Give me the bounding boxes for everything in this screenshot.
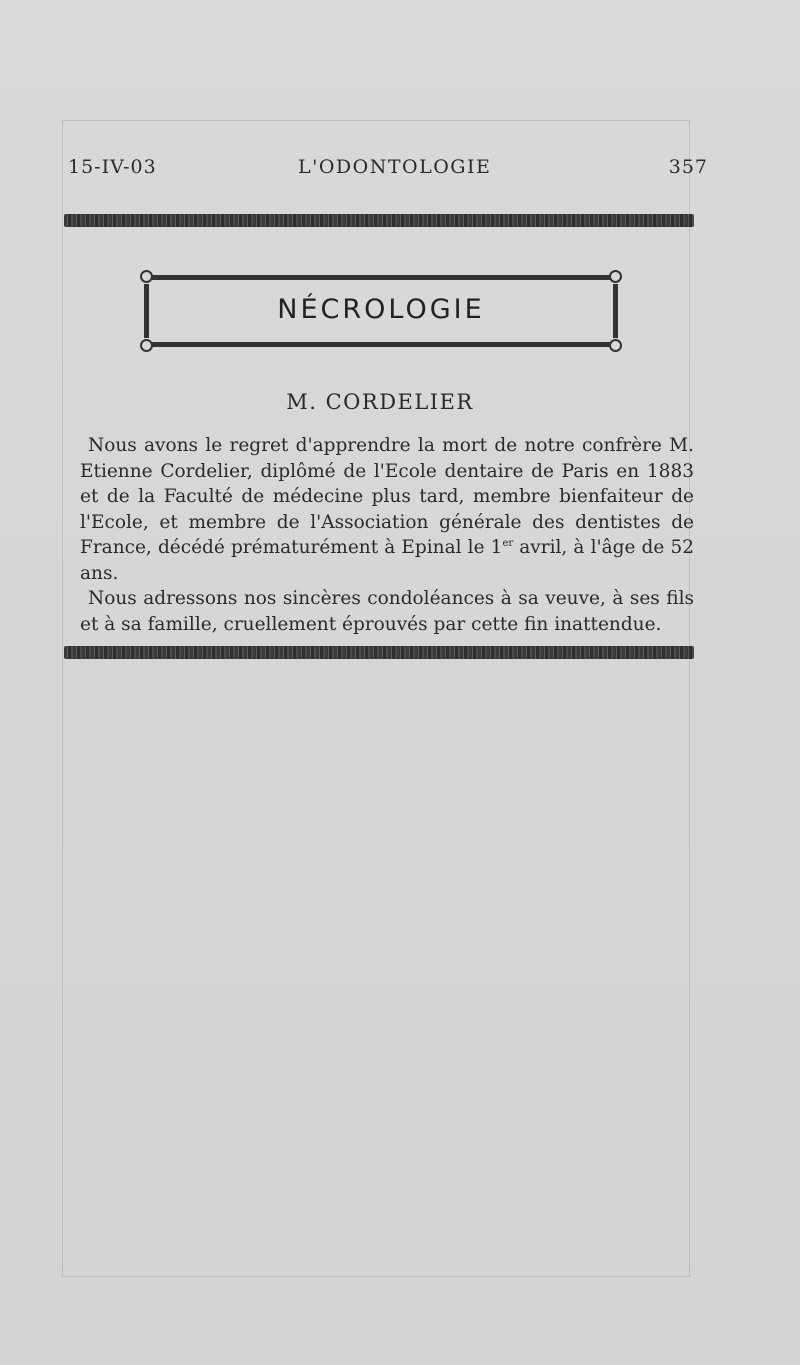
frame-corner-ornament xyxy=(609,339,622,352)
frame-top-bar xyxy=(146,275,616,280)
section-title: NÉCROLOGIE xyxy=(277,294,485,325)
top-ornamental-rule xyxy=(64,214,694,227)
journal-title: L'ODONTOLOGIE xyxy=(298,156,492,178)
paragraph-1-text: Nous avons le regret d'apprendre la mort de notre confrère M. Etienne Cordelier, diplômé de l'Ecole dentaire de Paris en 1883 et de la Faculté de médecine plus tard, membre bienfaiteur de l'Ecole, et membre de l'Association générale des dentistes de France, décédé prématurément à Epinal le 1 xyxy=(80,435,694,558)
frame-corner-ornament xyxy=(140,339,153,352)
obituary-body xyxy=(80,433,694,637)
frame-corner-ornament xyxy=(609,270,622,283)
ordinal-superscript: er xyxy=(502,537,514,549)
running-head xyxy=(68,156,708,184)
obituary-paragraph-2: Nous adressons nos sincères condoléances à sa veuve, à ses fils et à sa famille, cruellement éprouvés par cette fin inattendue. xyxy=(80,588,694,635)
obituary-paragraph-1 xyxy=(80,433,694,586)
page-number: 357 xyxy=(668,156,708,178)
frame-corner-ornament xyxy=(140,270,153,283)
bottom-ornamental-rule xyxy=(64,646,694,659)
frame-bottom-bar xyxy=(146,342,616,347)
paragraph-1-text-end: avril, à l'âge de 52 ans. xyxy=(80,537,694,584)
header-date: 15-IV-03 xyxy=(68,156,157,178)
person-name-heading: M. CORDELIER xyxy=(286,390,474,414)
section-title-frame xyxy=(140,270,622,352)
